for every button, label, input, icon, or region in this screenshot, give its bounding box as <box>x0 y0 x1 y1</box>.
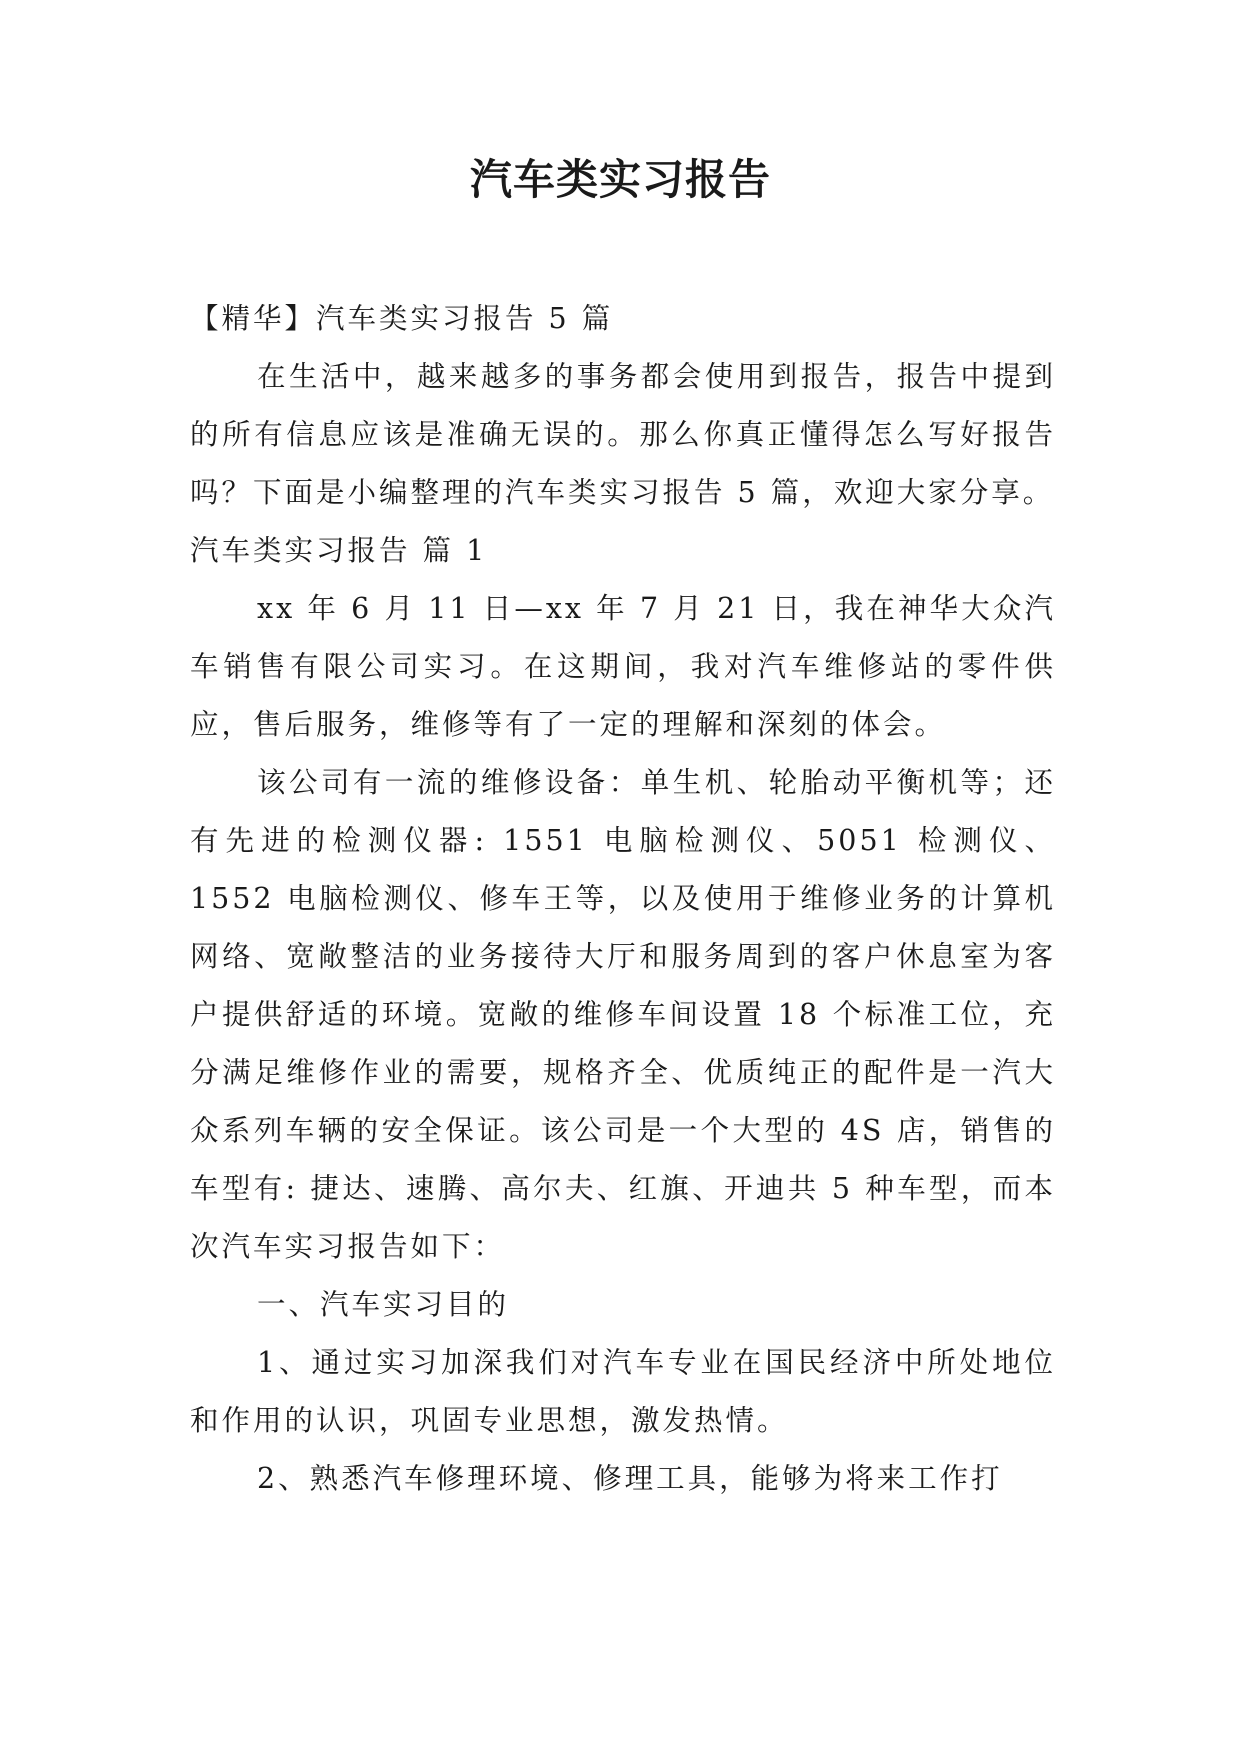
section-heading-part-1: 汽车类实习报告 篇 1 <box>190 534 488 567</box>
list-item: 2、熟悉汽车修理环境、修理工具，能够为将来工作打 <box>257 1462 1003 1495</box>
body-paragraph: 该公司有一流的维修设备：单生机、轮胎动平衡机等；还有先进的检测仪器: 1551 电脑检测仪、5051 检测仪、1552 电脑检测仪、修车王等，以及使用于维修业务的计算机网络、宽敞整洁的业务接待大厅和服务周到的客户休息室为客户提供舒适的环境。宽敞的维修车间设置 18 个标准工位，充分满足维修作业的需要，规格齐全、优质纯正的配件是一汽大众系列车辆的安全保证。该公司是一个大型的 4S 店，销售的车型有: 捷达、速腾、高尔夫、红旗、开迪共 5 种车型，而本次汽车实习报告如下： <box>190 766 1056 1263</box>
document-title: 汽车类实习报告 <box>469 155 771 204</box>
list-item: 1、通过实习加深我们对汽车专业在国民经济中所处地位和作用的认识，巩固专业思想，激发热情。 <box>190 1346 1056 1437</box>
subtitle-paragraph: 【精华】汽车类实习报告 5 篇 <box>190 302 614 335</box>
document-body <box>190 290 1056 1508</box>
body-paragraph: xx 年 6 月 11 日—xx 年 7 月 21 日，我在神华大众汽车销售有限公司实习。在这期间，我对汽车维修站的零件供应，售后服务，维修等有了一定的理解和深刻的体会。 <box>190 592 1056 741</box>
intro-paragraph: 在生活中，越来越多的事务都会使用到报告，报告中提到的所有信息应该是准确无误的。那么你真正懂得怎么写好报告吗？下面是小编整理的汽车类实习报告 5 篇，欢迎大家分享。 <box>190 360 1056 509</box>
subsection-heading: 一、汽车实习目的 <box>257 1288 510 1321</box>
